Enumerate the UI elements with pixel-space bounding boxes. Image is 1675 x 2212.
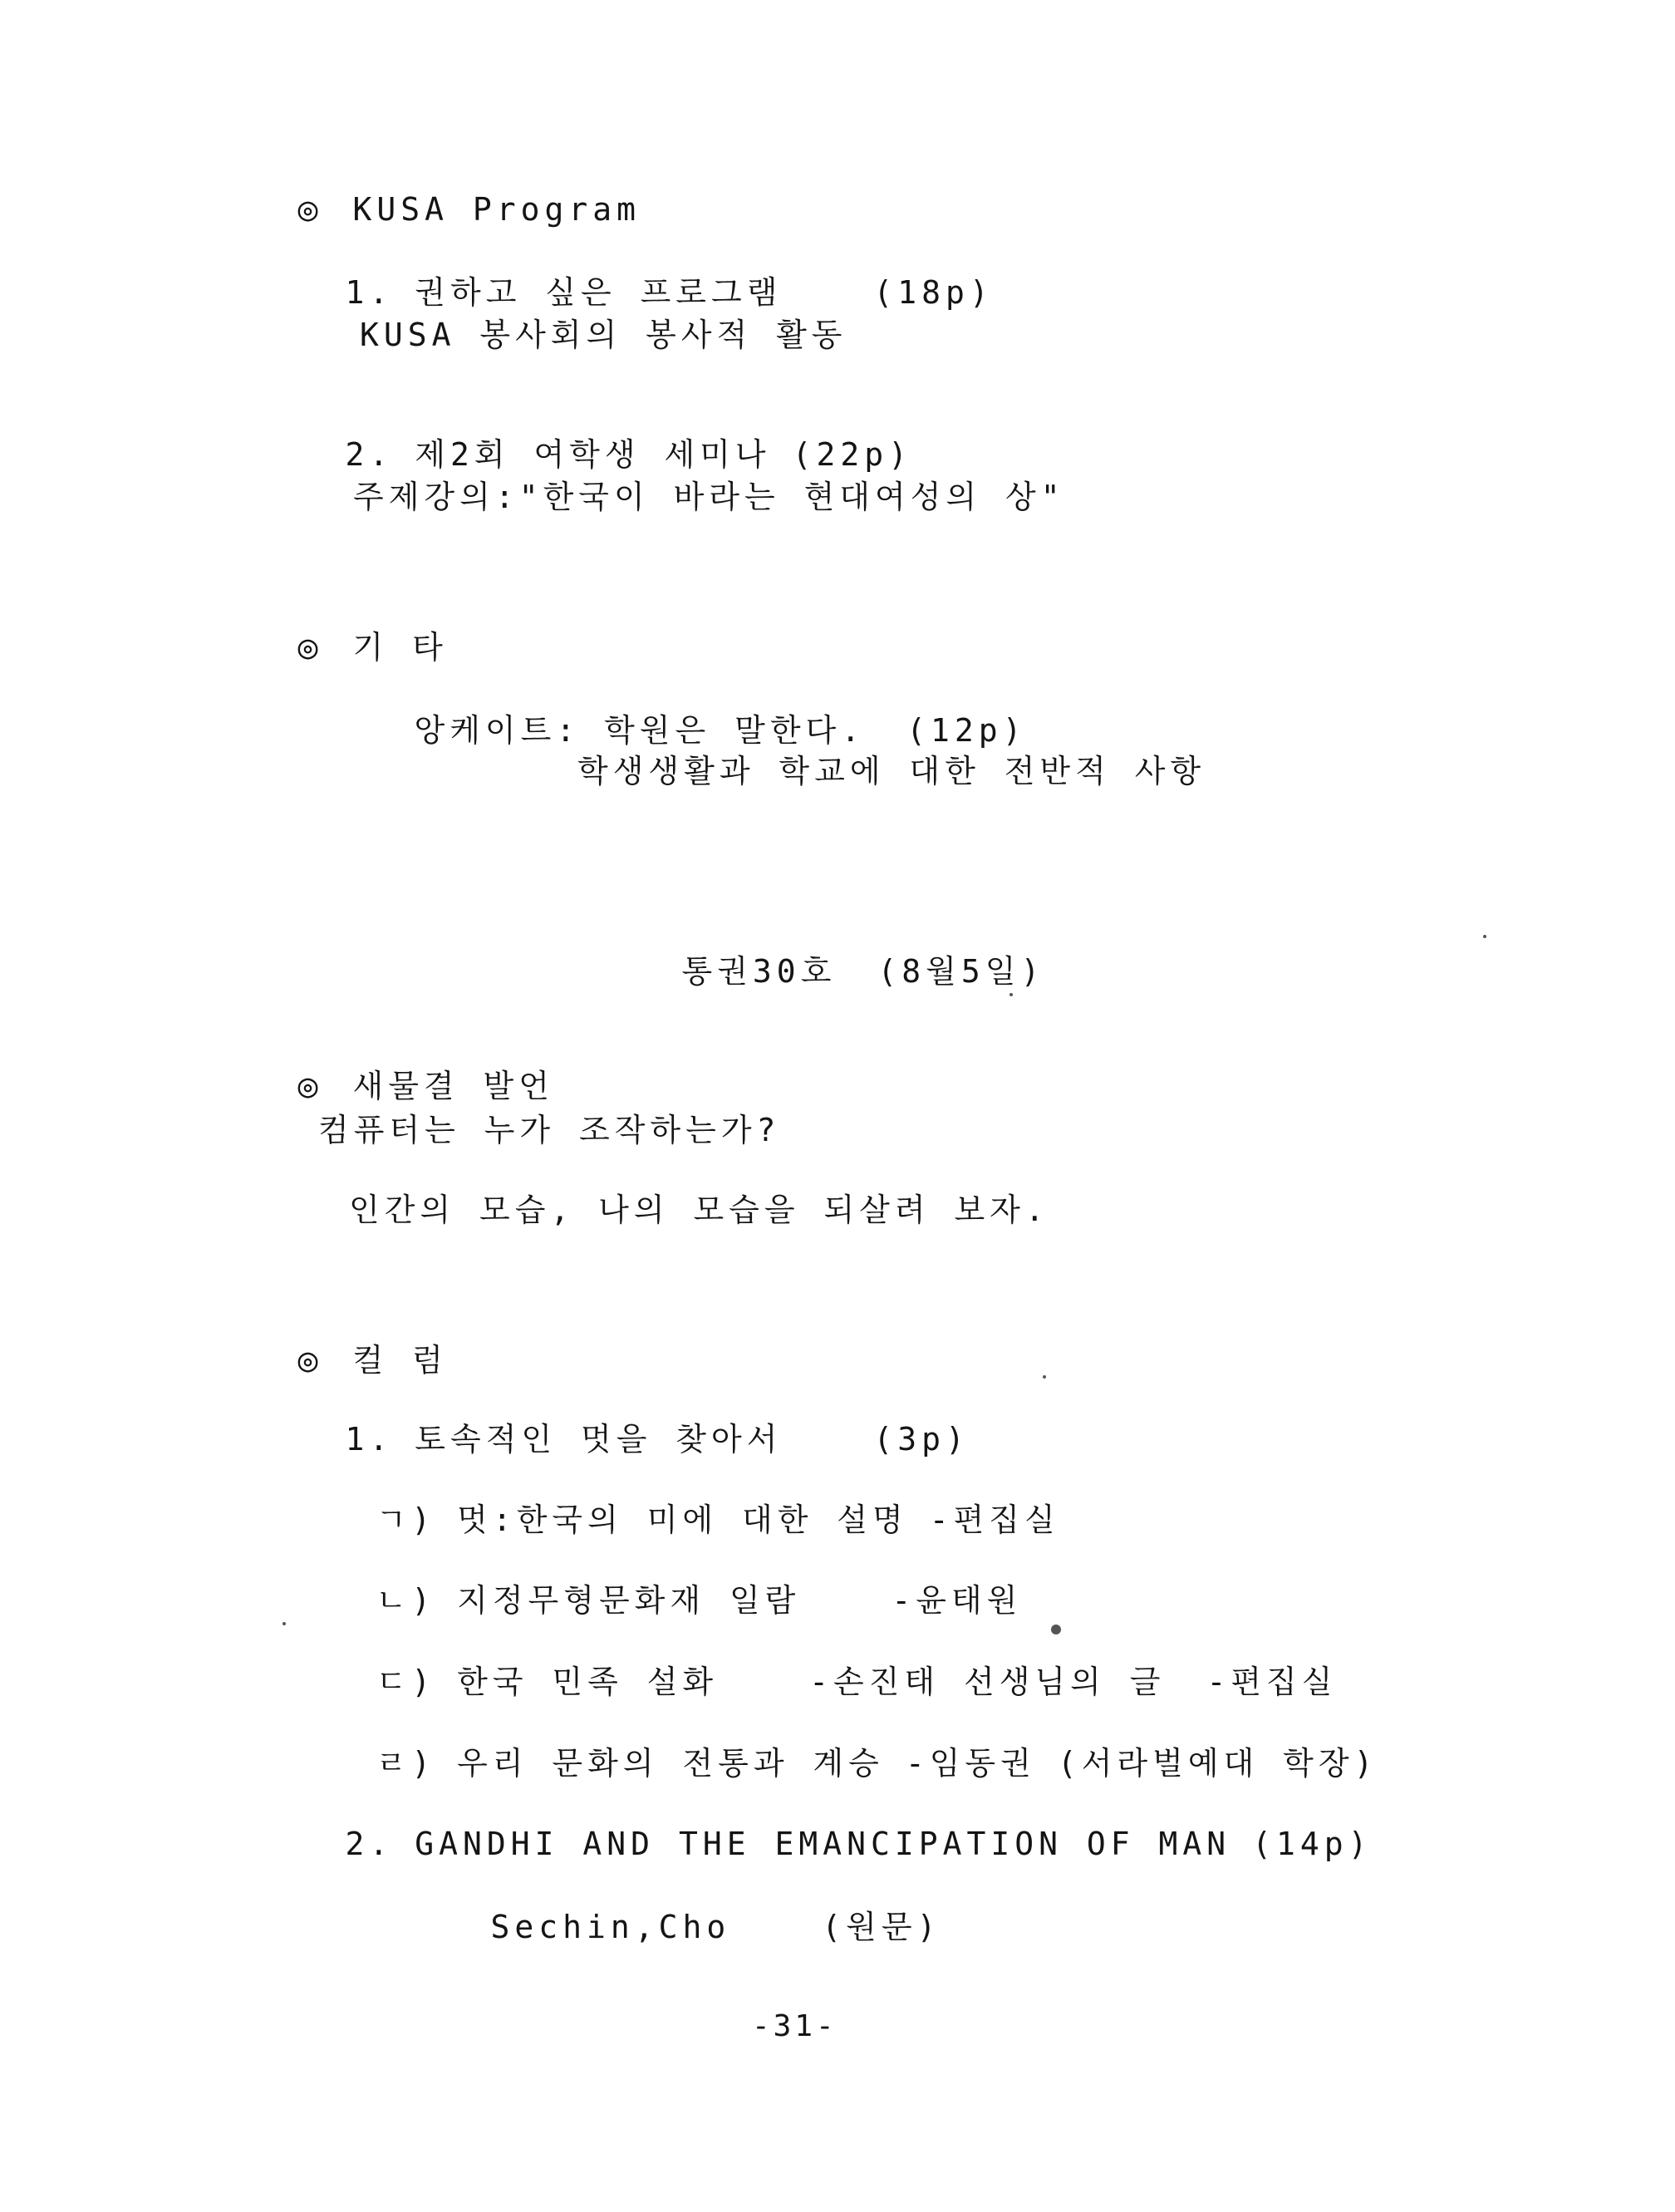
sub-item-author: -손진태 선생님의 글 [809,1664,1166,1700]
scan-speck [282,1622,286,1625]
sub-item-mark: ㄷ) [376,1664,436,1700]
item-pages: (3p) [873,1421,970,1457]
scan-speck [1051,1625,1061,1634]
body-line: 인간의 모습, 나의 모습을 되살려 보자. [349,1192,1049,1228]
section-title: 새물결 발언 [352,1068,554,1104]
item-pages: (12p) [906,712,1027,749]
item-number: 1. [345,274,394,311]
scan-speck [1009,993,1013,996]
body-line: 컴퓨터는 누가 조작하는가? [318,1112,781,1148]
scan-speck [1483,935,1486,938]
sub-item-title: 한국 민족 설화 [457,1664,719,1700]
sub-item-title: 지정무형문화재 일람 [457,1582,801,1619]
item-author: Sechin,Cho [490,1909,731,1945]
section-title: 기 타 [352,629,448,666]
section-title: 컬 럼 [352,1342,448,1379]
item-number: 1. [345,1421,394,1457]
item-title: 토속적인 멋을 찾아서 [415,1421,783,1457]
item-pages: (14p) [1252,1826,1373,1862]
item-title: GANDHI AND THE EMANCIPATION OF MAN [415,1826,1231,1862]
item-title: 앙케이트: 학원은 말한다. [414,712,866,749]
list-item-detail: KUSA 봉사회의 봉사적 활동 [360,317,847,353]
list-item-detail: 학생생활과 학교에 대한 전반적 사항 [577,753,1206,789]
issue-label [586,914,1044,1029]
sub-item-author: -임동권 [905,1745,1036,1782]
item-number: 2. [345,436,394,473]
section-title: KUSA Program [352,191,641,228]
item-number: 2. [345,1826,394,1862]
sub-item-author-2: -편집실 [1206,1664,1338,1700]
item-note: (원문) [822,1909,941,1945]
section-marker: ◎ [297,1341,318,1379]
sub-item-title: 멋:한국의 미에 대한 설명 [457,1502,908,1538]
sub-item-note: (서라벌예대 학장) [1057,1745,1378,1782]
sub-item-mark: ㄹ) [376,1745,436,1782]
item-pages: (18p) [873,274,994,311]
list-item-detail: 주제강의:"한국이 바라는 현대여성의 상" [353,479,1065,515]
item-title: 제2회 여학생 세미나 [415,436,771,473]
scan-speck [1043,1375,1046,1379]
issue-date: (8월5일) [877,953,1045,990]
sub-item-author: -편집실 [929,1502,1060,1538]
sub-item-mark: ㄴ) [376,1582,436,1619]
item-pages: (22p) [792,436,912,473]
list-item-detail [395,1870,941,1984]
sub-item-author: -윤태원 [892,1582,1023,1619]
section-marker: ◎ [297,1067,318,1105]
sub-item-title: 우리 문화의 전통과 계승 [457,1745,884,1782]
section-marker: ◎ [297,190,318,229]
section-marker: ◎ [297,628,318,666]
page-number: -31- [752,2009,838,2043]
sub-item-mark: ㄱ) [376,1502,436,1538]
issue-number: 통권30호 [681,953,837,990]
item-title: 권하고 싶은 프로그램 [415,274,783,311]
